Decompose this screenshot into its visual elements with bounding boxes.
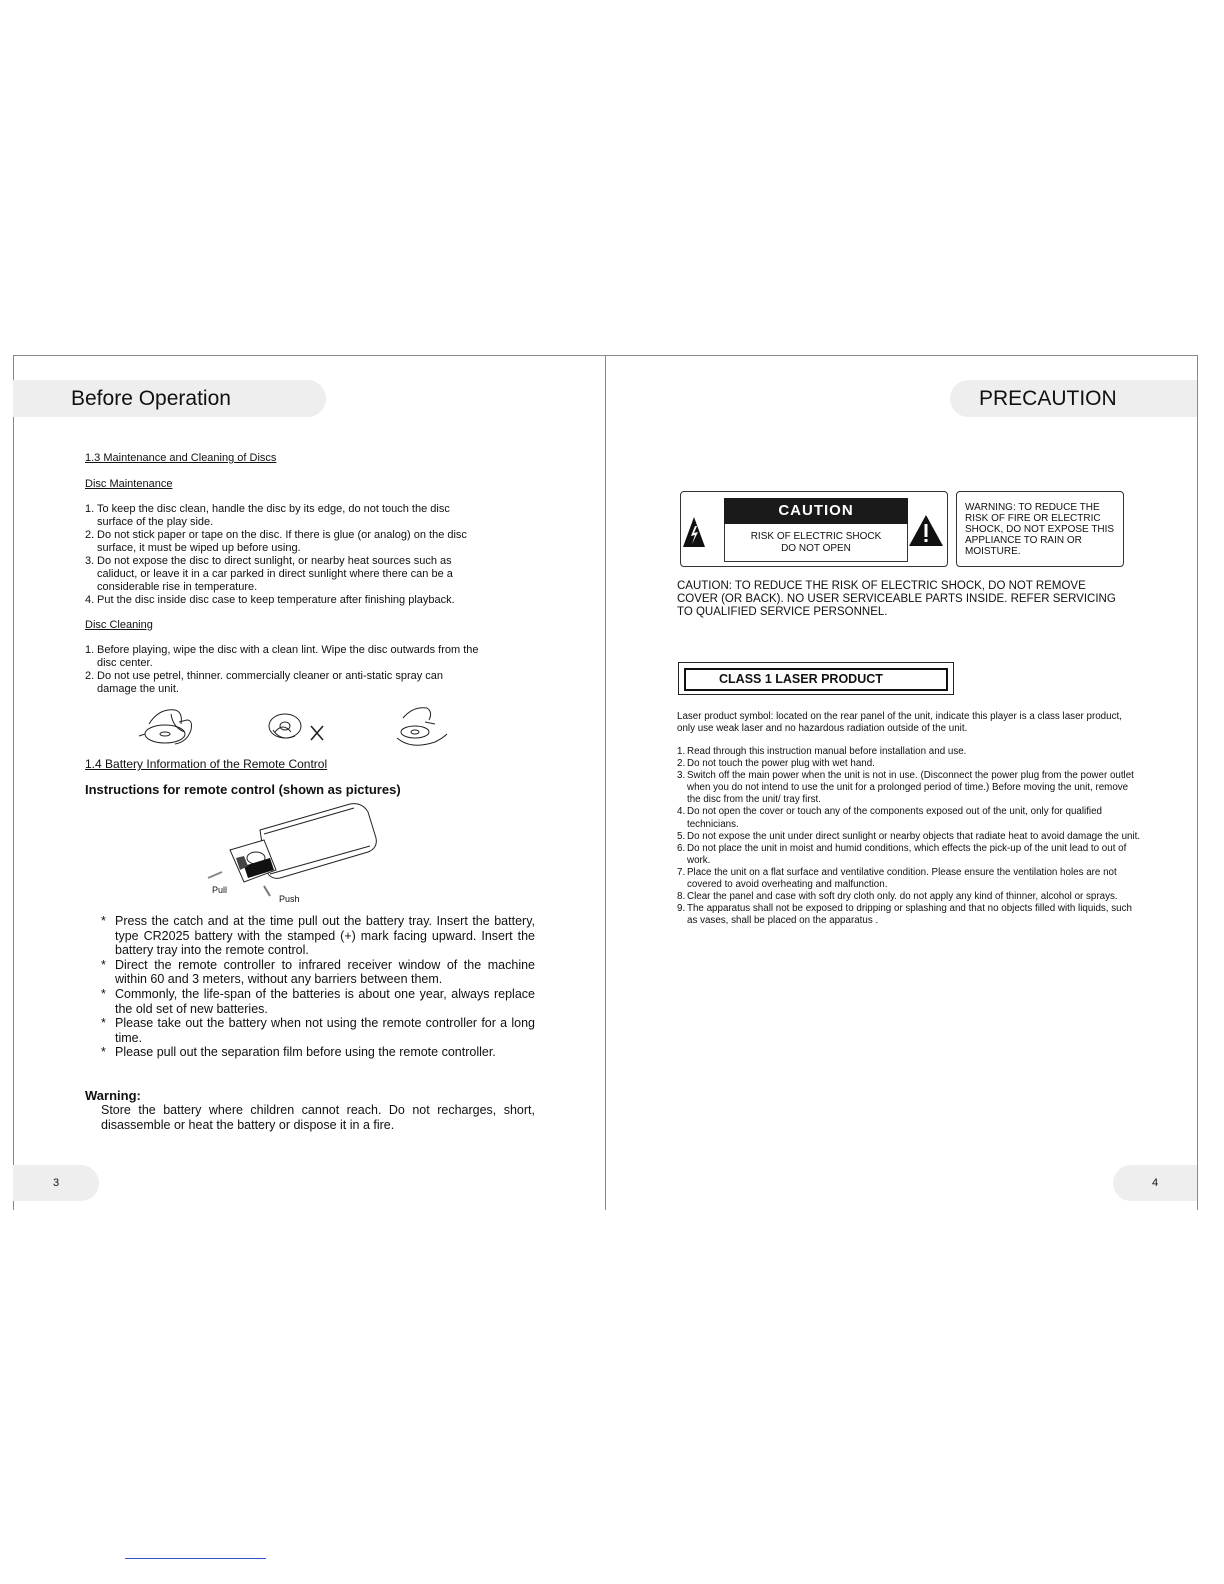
list-item: * Please take out the battery when not using the remote controller for a long time.: [101, 1016, 535, 1045]
laser-label: CLASS 1 LASER PRODUCT: [684, 668, 948, 691]
list-item: 2. Do not use petrel, thinner. commercially cleaner or anti-static spray can damage the unit.: [85, 670, 444, 695]
left-page-title: Before Operation: [71, 387, 231, 410]
list-item: 2. Do not touch the power plug with wet hand.: [677, 758, 875, 770]
right-page-number: 4: [1113, 1165, 1197, 1201]
list-item: 1. To keep the disc clean, handle the disc by its edge, do not touch the disc surface of the play side.: [85, 503, 450, 528]
list-item: * Press the catch and at the time pull out the battery tray. Insert the battery, type CR2025 battery with the stamped (+) mark facing upward. Insert the battery tray into the remote control.: [101, 914, 535, 958]
electric-shock-warning-icon: [682, 516, 706, 548]
remote-control-icon: [260, 804, 376, 879]
list-item: 4. Put the disc inside disc case to keep temperature after finishing playback.: [85, 594, 455, 606]
push-arrow-icon: [264, 886, 270, 896]
disc-maintenance-heading: Disc Maintenance: [85, 478, 173, 490]
caution-subtitle: RISK OF ELECTRIC SHOCK DO NOT OPEN: [750, 531, 882, 554]
disc-cleaning-heading: Disc Cleaning: [85, 619, 153, 631]
push-label: Push: [279, 894, 300, 904]
left-page-border: [13, 355, 14, 1210]
right-page-header: [950, 380, 1197, 417]
list-item: 2. Do not stick paper or tape on the disc. If there is glue (or analog) on the disc surface, it must be wiped up before using.: [85, 529, 467, 554]
list-item: * Commonly, the life-span of the batteries is about one year, always replace the old set of new batteries.: [101, 986, 535, 1016]
list-item: * Please pull out the separation film before using the remote controller.: [101, 1045, 496, 1060]
list-item: 1. Before playing, wipe the disc with a clean lint. Wipe the disc outwards from the disc center.: [85, 644, 479, 669]
list-item: 1. Read through this instruction manual before installation and use.: [677, 746, 967, 757]
list-item: 8. Clear the panel and case with soft dry cloth only. do not apply any kind of thinner, alcohol or sprays.: [677, 891, 1118, 903]
warning-title: Warning:: [85, 1088, 141, 1103]
pull-label: Pull: [212, 885, 228, 895]
hand-wiping-disc-icon: [397, 708, 447, 745]
left-page-number: 3: [13, 1165, 99, 1201]
disc-handling-illustrations: [135, 702, 455, 754]
caution-paragraph: CAUTION: TO REDUCE THE RISK OF ELECTRIC SHOCK, DO NOT REMOVE COVER (OR BACK). NO USER SERVICEABLE PARTS INSIDE. REFER SERVICING TO QUALIFIED SERVICE PERSONNEL.: [677, 580, 1116, 618]
section-1-4-heading: 1.4 Battery Information of the Remote Control: [85, 757, 328, 771]
list-item: * Direct the remote controller to infrared receiver window of the machine within 60 and 3 meters, without any barriers between them.: [101, 957, 535, 987]
section-1-3-heading: 1.3 Maintenance and Cleaning of Discs: [85, 452, 277, 464]
warning-box-text: WARNING: TO REDUCE THE RISK OF FIRE OR ELECTRIC SHOCK, DO NOT EXPOSE THIS APPLIANCE TO RAIN OR MOISTURE.: [965, 502, 1115, 557]
remote-battery-figure: [200, 800, 390, 908]
hand-holding-disc-icon: [139, 710, 192, 744]
instructions-title: Instructions for remote control (shown as pictures): [85, 782, 401, 797]
left-page-header: [13, 380, 326, 417]
disc-cleaning-list: [85, 644, 483, 696]
exclamation-warning-icon: [908, 514, 944, 547]
disc-wrong-handling-icon: [269, 714, 323, 740]
list-item: 3. Switch off the main power when the unit is not in use. (Disconnect the power plug from the power outlet when you do not intend to use the unit for a prolonged period of time.) Before moving the unit, remove the disc from the unit/ tray first.: [677, 770, 1134, 806]
list-item: 4. Do not open the cover or touch any of the components exposed out of the unit, only for qualified technicians.: [677, 806, 1103, 830]
right-page-title: PRECAUTION: [979, 387, 1117, 410]
battery-instructions-list: [101, 914, 535, 1060]
disc-maintenance-list: [85, 503, 483, 607]
list-item: 9. The apparatus shall not be exposed to dripping or splashing and that no objects filled with liquids, such as vases, shall be placed on the apparatus .: [677, 903, 1132, 927]
laser-description: Laser product symbol: located on the rear panel of the unit, indicate this player is a class laser product, only use weak laser and no hazardous radiation outside of the unit.: [677, 711, 1122, 734]
caution-title: CAUTION: [724, 498, 908, 524]
right-page-border: [1197, 355, 1198, 1210]
list-item: 5. Do not expose the unit under direct sunlight or nearby objects that radiate heat to avoid damage the unit.: [677, 830, 1141, 842]
footer-rule: [125, 1558, 266, 1559]
pull-arrow-icon: [208, 872, 222, 878]
list-item: 6. Do not place the unit in moist and humid conditions, which effects the pick-up of the unit lead to out of work.: [677, 842, 1127, 866]
precaution-list: [677, 746, 1143, 927]
warning-text: Store the battery where children cannot reach. Do not recharges, short, disassemble or heat the battery or dispose it in a fire.: [101, 1103, 535, 1132]
list-item: 7. Place the unit on a flat surface and ventilative condition. Please ensure the ventilation holes are not covered to avoid overheating and malfunction.: [677, 866, 1117, 891]
page-divider: [605, 355, 606, 1210]
list-item: 3. Do not expose the disc to direct sunlight, or nearby heat sources such as caliduct, or leave it in a car parked in direct sunlight where there can be a considerable rise in temperature.: [85, 555, 453, 593]
